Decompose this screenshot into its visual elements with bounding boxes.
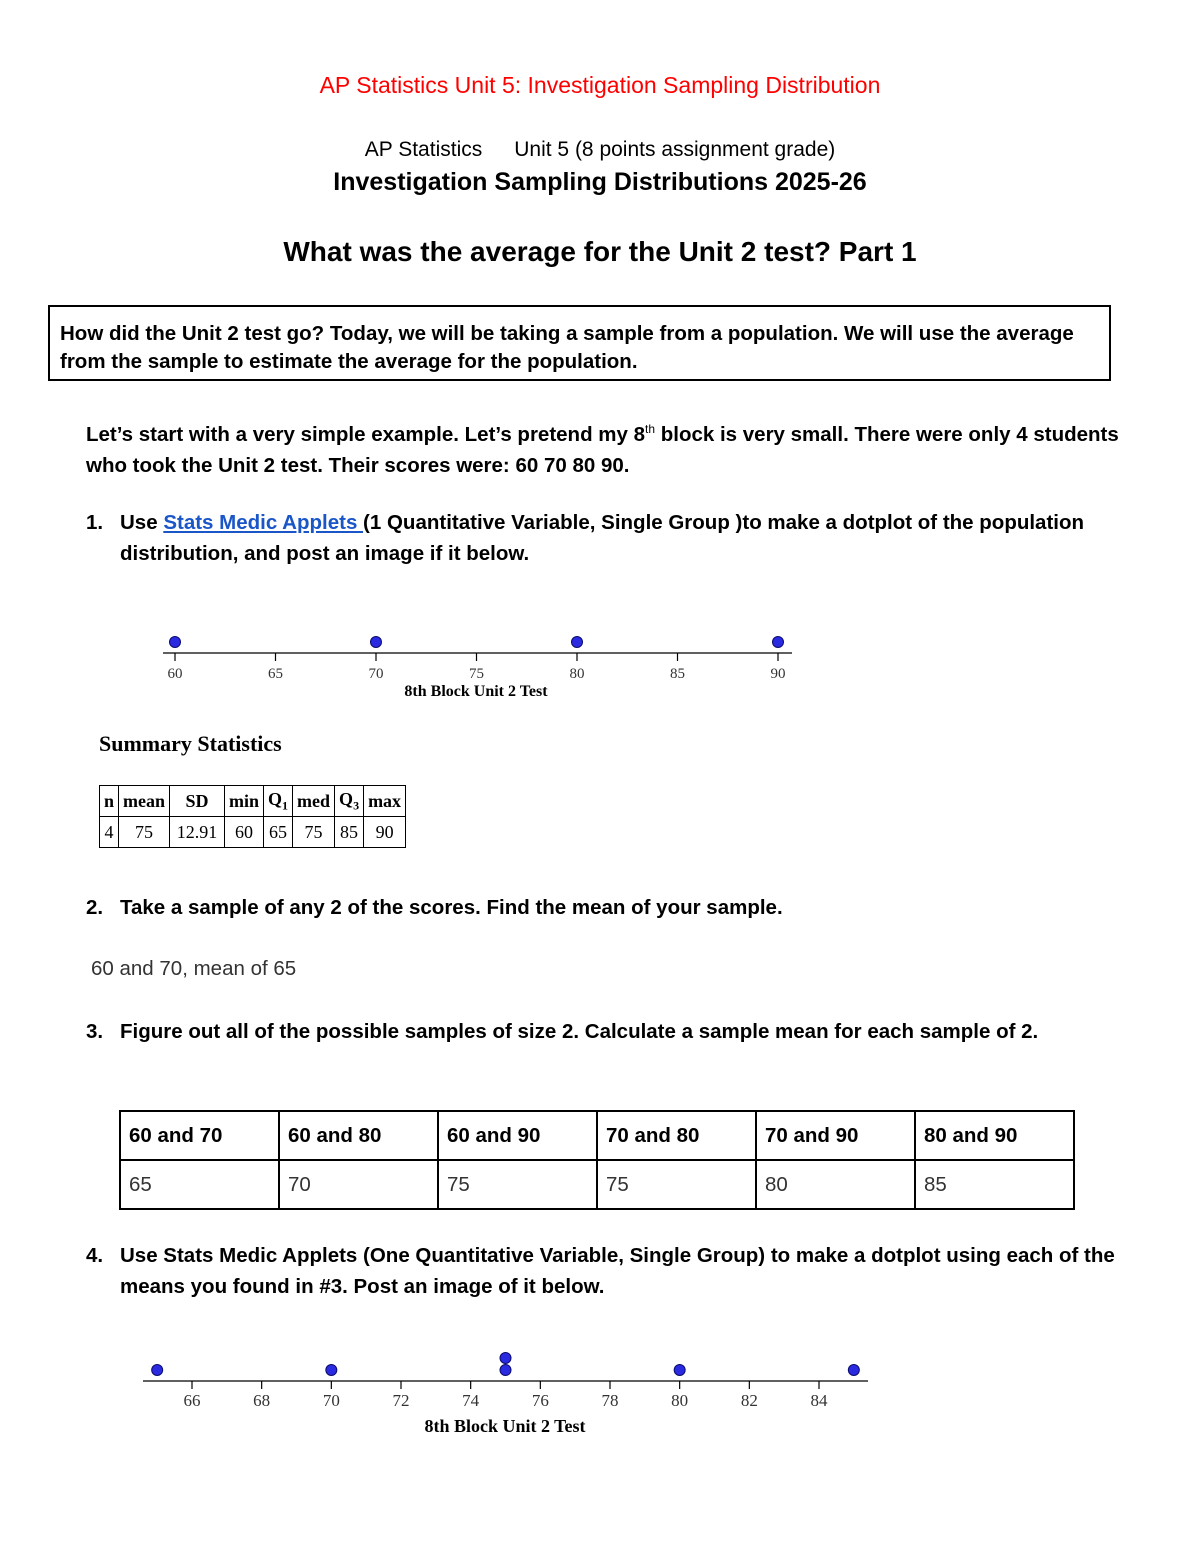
- stat-header: min: [225, 786, 264, 817]
- x-tick-label: 68: [253, 1391, 271, 1410]
- data-point: [326, 1365, 337, 1376]
- x-tick-label: 65: [268, 666, 283, 682]
- sample-pair: 70 and 80: [597, 1111, 756, 1160]
- unit-info: Unit 5 (8 points assignment grade): [514, 138, 836, 161]
- x-tick-label: 74: [462, 1391, 480, 1410]
- intro-sup: th: [645, 422, 656, 436]
- intro-paragraph: [86, 414, 1146, 481]
- sample-mean: 75: [597, 1160, 756, 1209]
- q3-letter: $Q_3$: [339, 788, 360, 813]
- stat-header: [335, 786, 364, 817]
- summary-table: [99, 785, 406, 848]
- intro-box: How did the Unit 2 test go? Today, we will be taking a sample from a population. We will use the average from the sample to estimate the average for the population.: [48, 305, 1111, 381]
- question-title: What was the average for the Unit 2 test? Part 1: [283, 236, 917, 267]
- question-text: Use Stats Medic Applets (One Quantitative Variable, Single Group) to make a dotplot using each of the means you found in #3. Post an image of it below.: [120, 1244, 1115, 1298]
- population-dotplot: [0, 620, 1200, 710]
- data-point: [371, 637, 382, 648]
- samples-table: [119, 1110, 1075, 1210]
- x-axis-title: 8th Block Unit 2 Test: [404, 683, 548, 700]
- question-2: [86, 892, 1126, 923]
- course-line: [0, 138, 1200, 162]
- question-4: [86, 1240, 1126, 1302]
- sample-mean: 80: [756, 1160, 915, 1209]
- sample-mean: 85: [915, 1160, 1074, 1209]
- data-point: [848, 1365, 859, 1376]
- x-tick-label: 66: [183, 1391, 201, 1410]
- data-point: [674, 1365, 685, 1376]
- stat-header: [264, 786, 293, 817]
- x-tick-label: 70: [322, 1391, 340, 1410]
- question-number: 2.: [86, 896, 104, 919]
- question-number: 4.: [86, 1244, 104, 1267]
- question-1: [86, 507, 1126, 569]
- x-tick-label: 90: [770, 666, 786, 682]
- sample-mean: 65: [120, 1160, 279, 1209]
- stat-value: 12.91: [170, 817, 225, 848]
- sample-pair: 60 and 70: [120, 1111, 279, 1160]
- question-text: Take a sample of any 2 of the scores. Find the mean of your sample.: [120, 896, 783, 919]
- q2-answer: 60 and 70, mean of 65: [91, 957, 297, 980]
- q1-letter: $Q_1$: [268, 788, 289, 813]
- summary-heading: Summary Statistics: [99, 731, 282, 756]
- sample-mean: 70: [279, 1160, 438, 1209]
- x-tick-label: 80: [569, 666, 585, 682]
- stat-value: 75: [119, 817, 170, 848]
- x-tick-label: 60: [167, 666, 183, 682]
- data-point: [773, 637, 784, 648]
- subscript: 1: [282, 798, 289, 813]
- data-point: [152, 1365, 163, 1376]
- question-text: Figure out all of the possible samples of size 2. Calculate a sample mean for each sample of 2.: [120, 1020, 1039, 1043]
- stat-value: 75: [293, 817, 335, 848]
- x-tick-label: 72: [392, 1391, 410, 1410]
- stat-header: n: [100, 786, 119, 817]
- x-tick-label: 85: [670, 666, 685, 682]
- question-number: 3.: [86, 1020, 104, 1043]
- x-axis-title: 8th Block Unit 2 Test: [424, 1416, 586, 1436]
- q1-prefix: Use: [120, 511, 164, 534]
- q1-suffix: (1 Quantitative Variable, Single Group )to make a dotplot of the population distribution, and post an image if it below.: [120, 511, 1085, 565]
- stat-value: 90: [364, 817, 406, 848]
- stat-header: SD: [170, 786, 225, 817]
- sample-pair: 60 and 90: [438, 1111, 597, 1160]
- data-point: [500, 1353, 511, 1364]
- x-tick-label: 78: [601, 1391, 619, 1410]
- sample-pair: 80 and 90: [915, 1111, 1074, 1160]
- question-number: 1.: [86, 511, 104, 534]
- intro-part1: Let’s start with a very simple example. Let’s pretend my 8: [86, 422, 646, 446]
- x-tick-label: 80: [671, 1391, 689, 1410]
- investigation-title: Investigation Sampling Distributions 2025-26: [333, 168, 867, 196]
- sample-pair: 60 and 80: [279, 1111, 438, 1160]
- sampling-distribution-dotplot: [0, 1340, 1200, 1445]
- question-3: [86, 1016, 1126, 1047]
- data-point: [170, 637, 181, 648]
- x-tick-label: 76: [531, 1391, 549, 1410]
- subscript: 3: [353, 798, 360, 813]
- course-name: AP Statistics: [364, 138, 483, 161]
- stats-medic-link[interactable]: Stats Medic Applets: [163, 511, 364, 534]
- stat-value: 60: [225, 817, 264, 848]
- data-point: [500, 1365, 511, 1376]
- stat-value: 4: [100, 817, 119, 848]
- x-tick-label: 82: [740, 1391, 758, 1410]
- intro-part2: block is very small. There were only 4 students who took the Unit 2 test. Their scores were: 60 70 80 90.: [86, 422, 1119, 477]
- data-point: [572, 637, 583, 648]
- x-tick-label: 70: [368, 666, 384, 682]
- stat-header: mean: [119, 786, 170, 817]
- document-title: AP Statistics Unit 5: Investigation Sampling Distribution: [319, 72, 881, 98]
- x-tick-label: 75: [469, 666, 484, 682]
- x-tick-label: 84: [810, 1391, 828, 1410]
- stat-header: max: [364, 786, 406, 817]
- sample-pair: 70 and 90: [756, 1111, 915, 1160]
- sample-mean: 75: [438, 1160, 597, 1209]
- stat-value: 85: [335, 817, 364, 848]
- stat-value: 65: [264, 817, 293, 848]
- stat-header: med: [293, 786, 335, 817]
